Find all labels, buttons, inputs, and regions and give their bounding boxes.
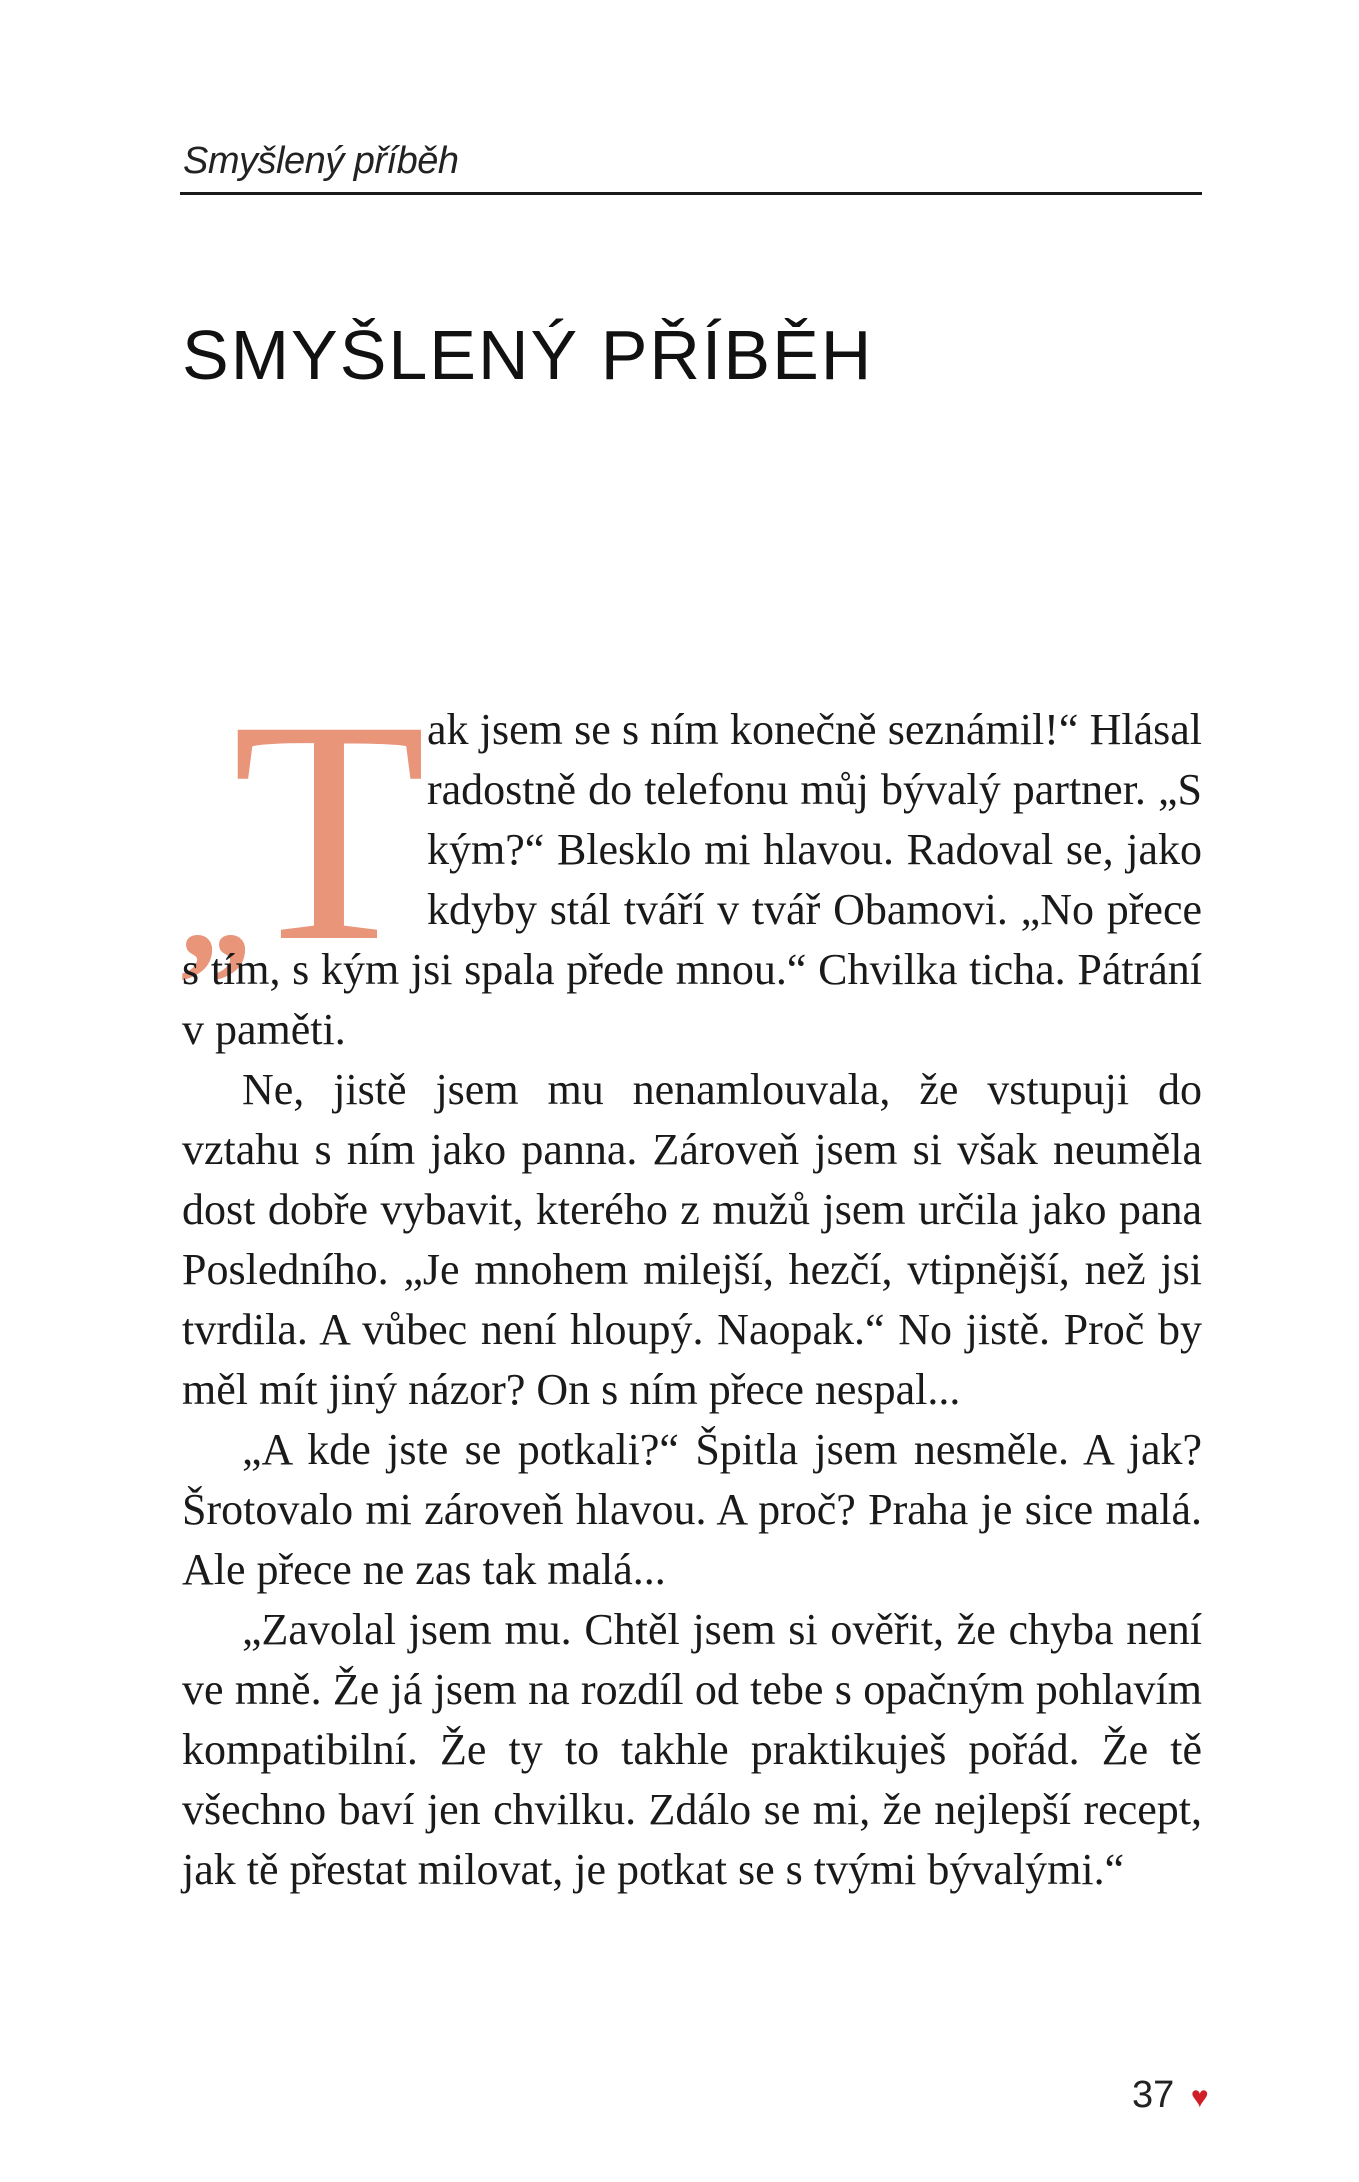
page-footer	[1132, 2074, 1209, 2117]
paragraph-4: „Zavolal jsem mu. Chtěl jsem si ověřit, že chyba není ve mně. Že já jsem na rozdíl od tebe s opačným pohlavím kompatibilní. Že ty to takhle praktikuješ pořád. Že tě všechno baví jen chvilku. Zdálo se mi, že nejlepší recept, jak tě přestat milovat, je potkat se s tvými bývalými.“	[182, 1605, 1202, 1894]
body-text	[182, 700, 1202, 1900]
heart-icon: ♥	[1190, 2081, 1209, 2114]
paragraph-3: „A kde jste se potkali?“ Špitla jsem nesměle. A jak? Šrotovalo mi zároveň hlavou. A proč? Praha je sice malá. Ale přece ne zas tak malá...	[182, 1425, 1202, 1594]
page-number: 37	[1132, 2074, 1175, 2116]
paragraph-2: Ne, jistě jsem mu nenamlouvala, že vstupuji do vztahu s ním jako panna. Zároveň jsem si však neuměla dost dobře vybavit, kterého z mužů jsem určila jako pana Posledního. „Je mnohem milejší, hezčí, vtipnější, než jsi tvrdila. A vůbec není hloupý. Naopak.“ No jistě. Proč by měl mít jiný názor? On s ním přece nespal...	[182, 1065, 1202, 1414]
chapter-title: SMYŠLENÝ PŘÍBĚH	[182, 315, 874, 394]
paragraph-1: ak jsem se s ním konečně seznámil!“ Hlásal radostně do telefonu můj bývalý partner. „S kým?“ Blesklo mi hlavou. Radoval se, jako kdyby stál tváří v tvář Obamovi. „No přece s tím, s kým jsi spala přede mnou.“ Chvilka ticha. Pátrání v paměti.	[182, 705, 1202, 1054]
dropcap-quote-mark: „	[178, 824, 253, 990]
dropcap-letter: T	[232, 655, 427, 1007]
header-divider	[180, 192, 1202, 195]
running-header: Smyšlený příběh	[183, 140, 459, 182]
